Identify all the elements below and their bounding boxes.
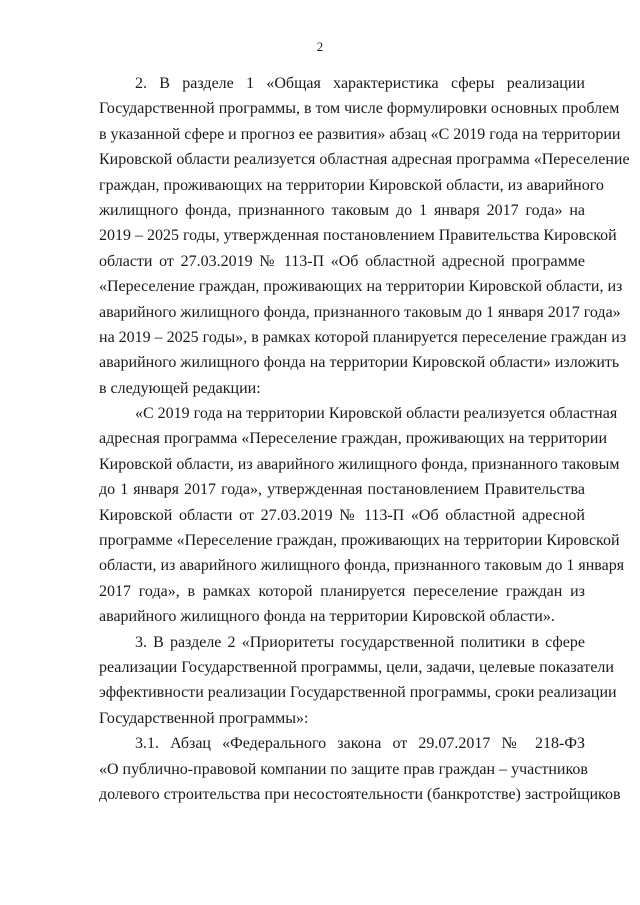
- text-line: «Переселение граждан, проживающих на территории Кировской области, из: [99, 278, 623, 296]
- text-line: реализации Государственной программы, цели, задачи, целевые показатели: [99, 658, 614, 676]
- text-line: Государственной программы»:: [99, 709, 309, 727]
- text-line: области от 27.03.2019 № 113-П «Об областной адресной программе: [99, 252, 585, 270]
- text-line: долевого строительства при несостоятельности (банкротстве) застройщиков: [99, 785, 621, 803]
- text-line: 3.1. Абзац «Федерального закона от 29.07.2017 № 218-ФЗ: [135, 735, 585, 753]
- text-line: программе «Переселение граждан, проживающих на территории Кировской: [99, 532, 620, 550]
- text-line: 2017 года», в рамках которой планируется переселение граждан из: [99, 582, 585, 600]
- text-line: на 2019 – 2025 годы», в рамках которой планируется переселение граждан из: [99, 328, 627, 346]
- text-line: Кировской области от 27.03.2019 № 113-П «Об областной адресной: [99, 506, 585, 524]
- text-line: Кировской области реализуется областная адресная программа «Переселение: [99, 151, 630, 169]
- text-line: аварийного жилищного фонда на территории Кировской области» изложить: [99, 354, 620, 372]
- text-line: Государственной программы, в том числе формулировки основных проблем: [99, 100, 620, 118]
- document-body: [99, 71, 630, 807]
- text-line: в указанной сфере и прогноз ее развития» абзац «С 2019 года на территории: [99, 125, 621, 143]
- text-line: «С 2019 года на территории Кировской области реализуется областная: [135, 405, 618, 423]
- text-line: области, из аварийного жилищного фонда, признанного таковым до 1 января: [99, 557, 625, 575]
- paragraph-4: [99, 731, 621, 807]
- text-line: «О публично-правовой компании по защите прав граждан – участников: [99, 760, 588, 778]
- paragraph-1: [99, 71, 630, 401]
- text-line: жилищного фонда, признанного таковым до 1 января 2017 года» на: [99, 201, 585, 219]
- text-line: аварийного жилищного фонда, признанного таковым до 1 января 2017 года»: [99, 303, 621, 321]
- text-line: эффективности реализации Государственной программы, сроки реализации: [99, 684, 617, 702]
- text-line: адресная программа «Переселение граждан, проживающих на территории: [99, 430, 608, 448]
- text-line: граждан, проживающих на территории Кировской области, из аварийного: [99, 176, 604, 194]
- text-line: Кировской области, из аварийного жилищного фонда, признанного таковым: [99, 455, 620, 473]
- paragraph-3: [99, 630, 617, 732]
- page-number: 2: [316, 39, 324, 54]
- text-line: до 1 января 2017 года», утвержденная постановлением Правительства: [99, 481, 585, 499]
- text-line: 3. В разделе 2 «Приоритеты государственной политики в сфере: [135, 633, 585, 651]
- paragraph-2: [99, 401, 625, 630]
- text-line: аварийного жилищного фонда на территории Кировской области».: [99, 608, 555, 626]
- text-line: в следующей редакции:: [99, 379, 261, 397]
- text-line: 2. В разделе 1 «Общая характеристика сферы реализации: [135, 75, 585, 92]
- text-line: 2019 – 2025 годы, утвержденная постановлением Правительства Кировской: [99, 227, 617, 245]
